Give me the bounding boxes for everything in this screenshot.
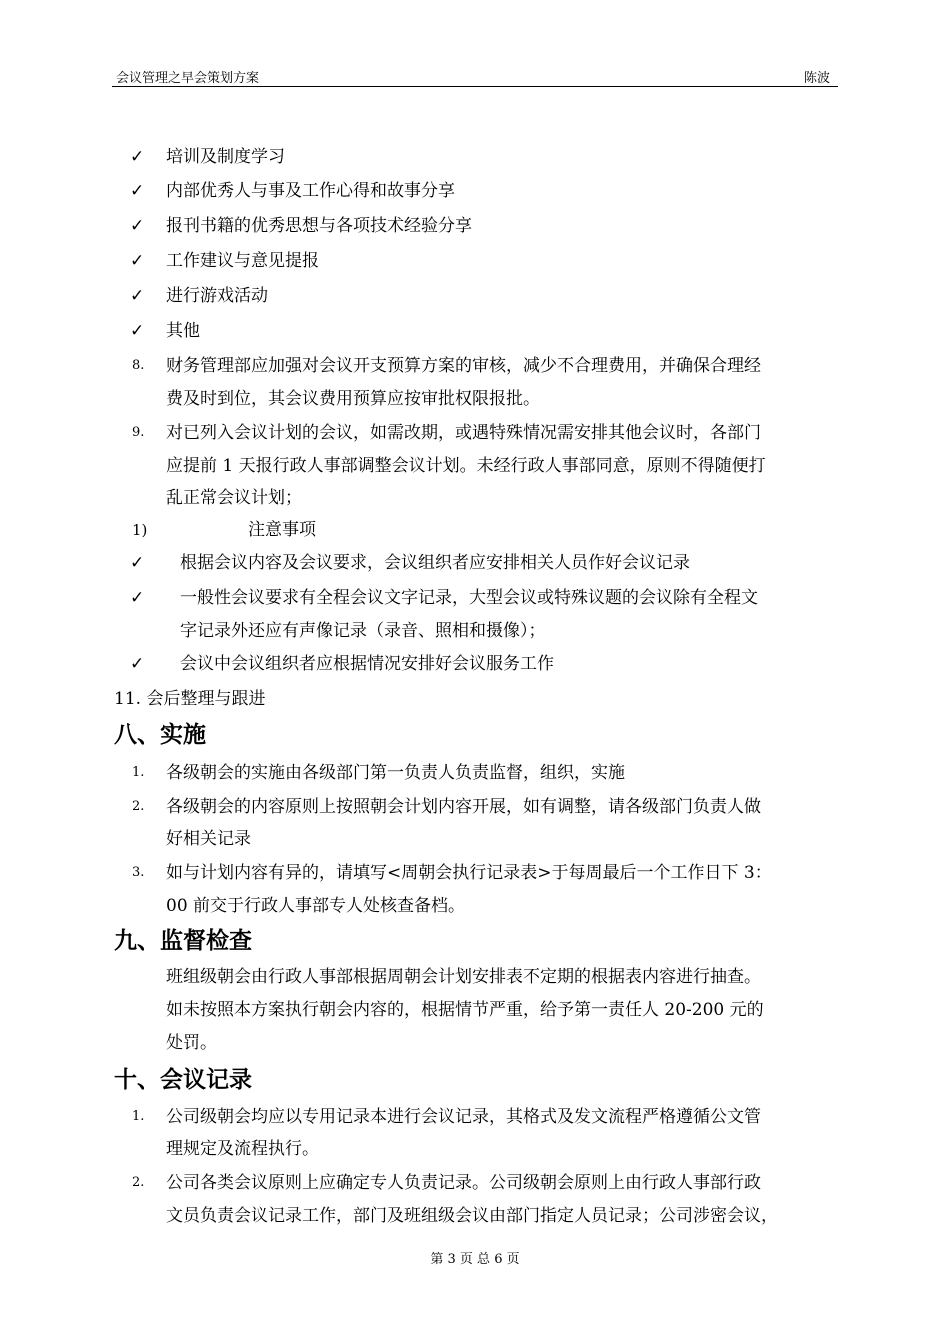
list-number: 9. bbox=[132, 425, 145, 440]
checkmark-icon: ✓ bbox=[130, 181, 145, 201]
checklist-item: 进行游戏活动 bbox=[166, 286, 268, 306]
page-footer: 第 3 页 总 6 页 bbox=[430, 1252, 520, 1267]
section-title-supervision: 九、监督检查 bbox=[114, 928, 252, 954]
checkmark-icon: ✓ bbox=[130, 321, 145, 341]
checkmark-icon: ✓ bbox=[130, 251, 145, 271]
paragraph-line: 对已列入会议计划的会议，如需改期，或遇特殊情况需安排其他会议时，各部门 bbox=[166, 423, 761, 443]
checklist-item: 其他 bbox=[166, 321, 200, 341]
paragraph-line: 应提前 1 天报行政人事部调整会议计划。未经行政人事部同意，原则不得随便打 bbox=[166, 456, 766, 476]
paragraph-line: 财务管理部应加强对会议开支预算方案的审核，减少不合理费用，并确保合理经 bbox=[166, 356, 761, 376]
paragraph-line: 班组级朝会由行政人事部根据周朝会计划安排表不定期的根据表内容进行抽查。 bbox=[166, 967, 761, 987]
checkmark-icon: ✓ bbox=[130, 286, 145, 306]
list-number: 1. bbox=[132, 765, 145, 780]
paragraph-line: 好相关记录 bbox=[166, 829, 251, 849]
checkmark-icon: ✓ bbox=[130, 216, 145, 236]
list-number: 1. bbox=[132, 1109, 145, 1124]
checkmark-icon: ✓ bbox=[130, 553, 145, 573]
page-header bbox=[112, 66, 838, 87]
checklist-item: 工作建议与意见提报 bbox=[166, 251, 319, 271]
checklist-item: 培训及制度学习 bbox=[166, 147, 285, 167]
list-number: 8. bbox=[132, 358, 145, 373]
section-title-implementation: 八、实施 bbox=[114, 722, 206, 748]
sub-number: 1) bbox=[132, 521, 148, 539]
paragraph-line: 理规定及流程执行。 bbox=[166, 1139, 319, 1159]
checklist-item: 报刊书籍的优秀思想与各项技术经验分享 bbox=[166, 216, 472, 236]
paragraph-line: 各级朝会的实施由各级部门第一负责人负责监督，组织，实施 bbox=[166, 763, 625, 783]
paragraph-line: 公司各类会议原则上应确定专人负责记录。公司级朝会原则上由行政人事部行政 bbox=[166, 1173, 761, 1193]
header-title: 会议管理之早会策划方案 bbox=[116, 71, 260, 86]
list-number: 2. bbox=[132, 799, 145, 814]
checklist-item: 内部优秀人与事及工作心得和故事分享 bbox=[166, 181, 455, 201]
paragraph-line: 文员负责会议记录工作，部门及班组级会议由部门指定人员记录；公司涉密会议， bbox=[166, 1206, 778, 1226]
paragraph-line: 处罚。 bbox=[166, 1033, 217, 1053]
checkmark-icon: ✓ bbox=[130, 588, 145, 608]
paragraph-line: 公司级朝会均应以专用记录本进行会议记录，其格式及发文流程严格遵循公文管 bbox=[166, 1107, 761, 1127]
checkmark-icon: ✓ bbox=[130, 654, 145, 674]
item-11: 11. 会后整理与跟进 bbox=[114, 689, 266, 709]
note-line: 字记录外还应有声像记录（录音、照相和摄像）； bbox=[180, 621, 546, 641]
paragraph-line: 各级朝会的内容原则上按照朝会计划内容开展，如有调整，请各级部门负责人做 bbox=[166, 797, 761, 817]
sub-heading: 注意事项 bbox=[248, 520, 316, 540]
paragraph-line: 如未按照本方案执行朝会内容的，根据情节严重，给予第一责任人 20-200 元的 bbox=[166, 1000, 764, 1020]
note-line: 一般性会议要求有全程会议文字记录，大型会议或特殊议题的会议除有全程文 bbox=[180, 588, 758, 608]
paragraph-line: 如与计划内容有异的，请填写<周朝会执行记录表>于每周最后一个工作日下 3： bbox=[166, 863, 772, 883]
note-line: 根据会议内容及会议要求，会议组织者应安排相关人员作好会议记录 bbox=[180, 553, 690, 573]
list-number: 3. bbox=[132, 865, 145, 880]
paragraph-line: 乱正常会议计划； bbox=[166, 488, 302, 508]
header-author: 陈波 bbox=[803, 71, 830, 86]
list-number: 2. bbox=[132, 1175, 145, 1190]
checkmark-icon: ✓ bbox=[130, 147, 145, 167]
section-title-meeting-records: 十、会议记录 bbox=[114, 1067, 252, 1093]
paragraph-line: 00 前交于行政人事部专人处核查备档。 bbox=[166, 896, 466, 916]
paragraph-line: 费及时到位，其会议费用预算应按审批权限报批。 bbox=[166, 389, 540, 409]
note-line: 会议中会议组织者应根据情况安排好会议服务工作 bbox=[180, 654, 554, 674]
